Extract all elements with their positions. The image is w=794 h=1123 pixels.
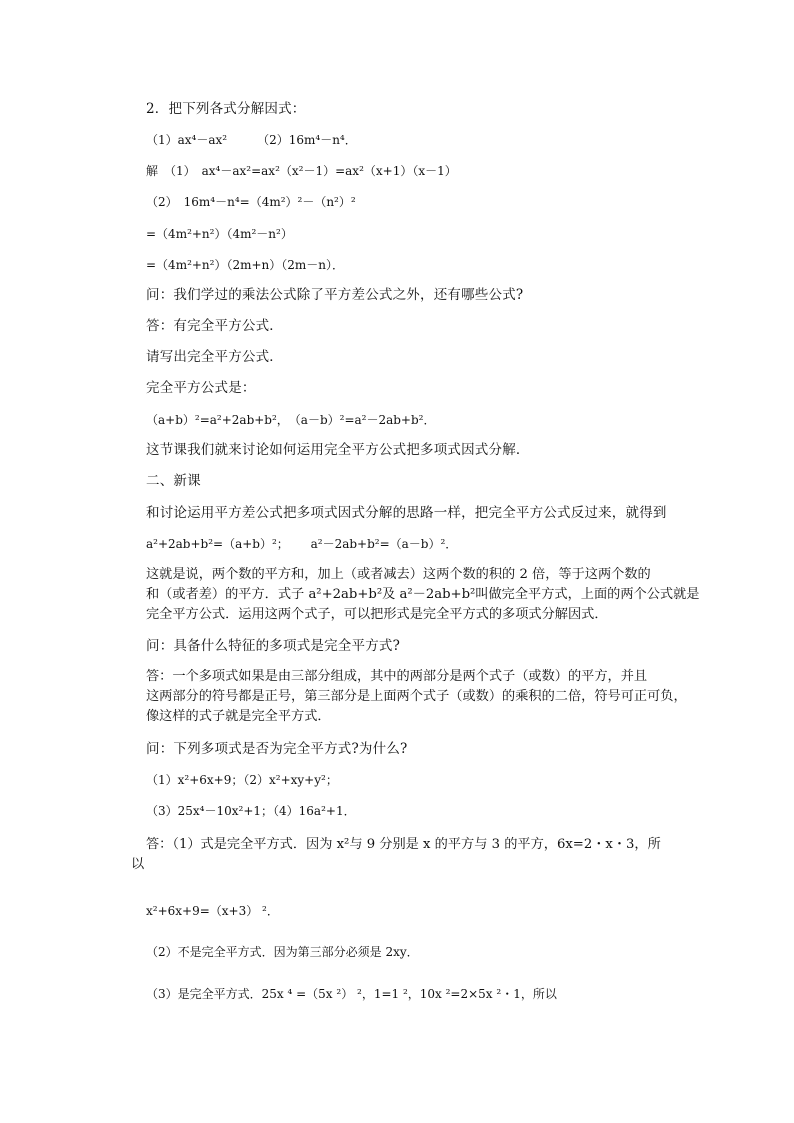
problem-items: （1）ax⁴－ax² （2）16m⁴－n⁴． — [146, 133, 357, 147]
explanation-line-3: 完全平方公式．运用这两个式子，可以把形式是完全平方式的多项式分解因式． — [146, 607, 608, 622]
new-lesson-text: 和讨论运用平方差公式把多项式因式分解的思路一样，把完全平方公式反过来，就得到 — [146, 505, 667, 521]
problem-heading: 2．把下列各式分解因式： — [146, 101, 306, 117]
question-2: 问：具备什么特征的多项式是完全平方式? — [146, 638, 401, 654]
explanation-line-1: 这就是说，两个数的平方和，加上（或者减去）这两个数的积的 2 倍，等于这两个数的 — [146, 567, 651, 582]
solution-line-1: 解 （1） ax⁴－ax²=ax²（x²－1）=ax²（x+1）（x－1） — [146, 164, 457, 178]
reverse-formula-line: a²+2ab+b²=（a+b）²； a²－2ab+b²=（a－b）²． — [146, 537, 458, 551]
prompt-write-formula: 请写出完全平方公式． — [146, 349, 283, 365]
answer-3-part-3: （3）是完全平方式．25x ⁴ =（5x ²） ²，1=1 ²，10x ²=2×5x ²・1，所以 — [146, 987, 557, 1001]
solution-line-3: =（4m²+n²）（4m²－n²） — [146, 227, 293, 241]
answer-2-line-2: 这两部分的符号都是正号，第三部分是上面两个式子（或数）的乘积的二倍，符号可正可负， — [146, 689, 687, 704]
answer-3-line-2: 以 — [131, 857, 145, 872]
explanation-line-2: 和（或者差）的平方．式子 a²+2ab+b²及 a²－2ab+b²叫做完全平方式，上面的两个公式就是 — [146, 587, 700, 602]
answer-3-part-2: （2）不是完全平方式．因为第三部分必须是 2xy． — [146, 945, 419, 959]
exercise-items-1: （1）x²+6x+9；（2）x²+xy+y²； — [146, 773, 338, 787]
exercise-items-2: （3）25x⁴－10x²+1；（4）16a²+1． — [146, 804, 356, 818]
answer-2-line-1: 答：一个多项式如果是由三部分组成，其中的两部分是两个式子（或数）的平方，并且 — [146, 669, 648, 684]
solution-line-4: =（4m²+n²）（2m+n）（2m－n）． — [146, 258, 345, 272]
formula-intro: 完全平方公式是： — [146, 380, 256, 396]
lesson-intro: 这节课我们就来讨论如何运用完全平方公式把多项式因式分解． — [146, 442, 530, 458]
answer-3-result: x²+6x+9=（x+3） ²． — [146, 904, 279, 918]
answer-2-line-3: 像这样的式子就是完全平方式． — [146, 709, 331, 724]
formula-line: （a+b）²=a²+2ab+b²， （a－b）²=a²－2ab+b²． — [146, 413, 436, 427]
answer-3-line-1: 答：（1）式是完全平方式．因为 x²与 9 分别是 x 的平方与 3 的平方，6x=2・x・3，所 — [146, 837, 661, 852]
section-heading: 二、新课 — [146, 473, 201, 489]
question-3: 问：下列多项式是否为完全平方式?为什么? — [146, 741, 408, 757]
answer-1: 答：有完全平方公式． — [146, 318, 283, 334]
solution-line-2: （2） 16m⁴－n⁴=（4m²）²－（n²）² — [146, 195, 356, 209]
question-1: 问：我们学过的乘法公式除了平方差公式之外，还有哪些公式? — [146, 287, 524, 303]
